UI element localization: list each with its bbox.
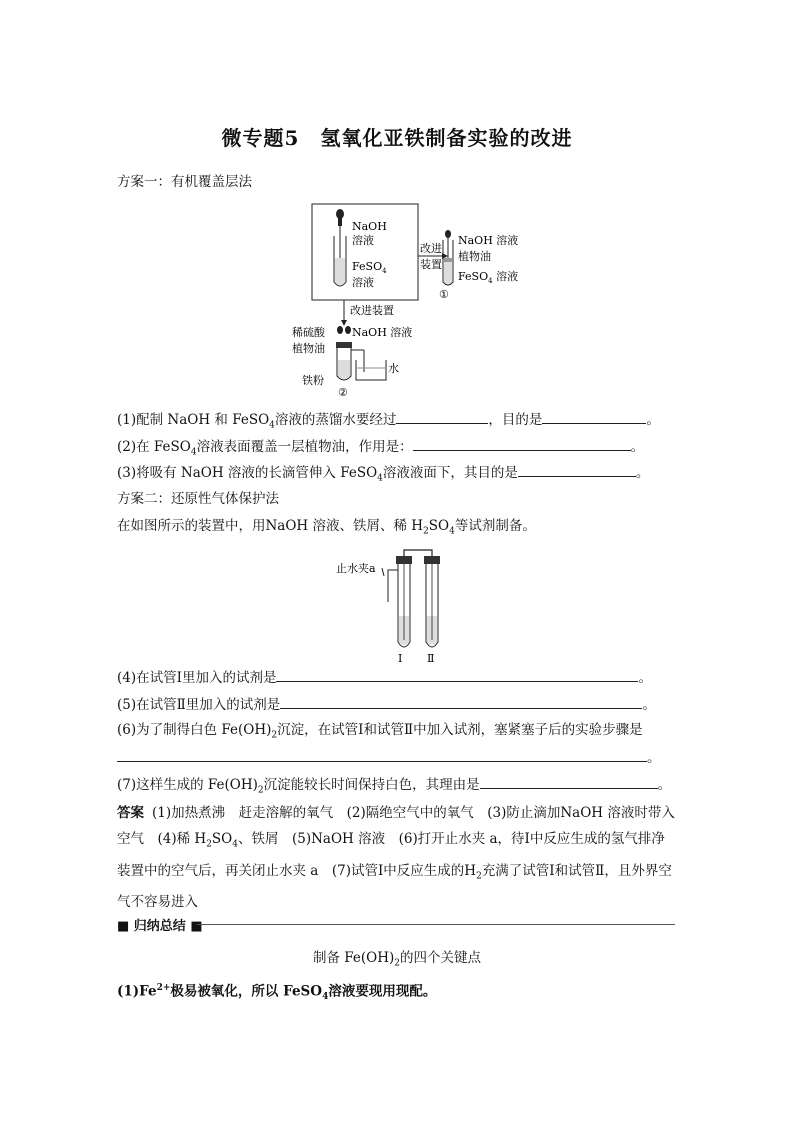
q7-sub: 2	[257, 785, 264, 796]
label-feso4-sub: 4	[382, 267, 387, 275]
intro-sub-2: 4	[449, 526, 455, 537]
intro-text-a: 在如图所示的装置中，用NaOH 溶液、铁屑、稀 H	[117, 518, 424, 534]
point1-sub: 4	[322, 992, 329, 1003]
intro-sub-1: 2	[423, 526, 429, 537]
two-tube-apparatus-icon	[382, 550, 440, 647]
question-6	[117, 720, 643, 746]
summary-subtitle	[0, 946, 794, 969]
q5-text: (5)在试管Ⅱ里加入的试剂是	[117, 697, 281, 713]
q6-blank[interactable]	[117, 747, 647, 762]
circle-1-label: ①	[439, 288, 449, 301]
scheme2-heading: 方案二：还原性气体保护法	[117, 491, 279, 507]
point1-text-b: 极易被氧化，所以 FeSO	[170, 983, 323, 1000]
q1-text-c: ，目的是	[488, 412, 543, 428]
circle-2-label: ②	[338, 386, 348, 399]
q3-sub: 4	[377, 473, 383, 484]
q1-sub: 4	[269, 420, 275, 431]
label-right-feso4-sub: 4	[488, 277, 493, 285]
arrow-down-head-icon	[341, 320, 347, 326]
label-naoh: NaOH	[352, 220, 387, 233]
q4-blank[interactable]	[276, 667, 638, 682]
summary-subtitle-sub: 2	[394, 958, 401, 969]
scheme1-heading: 方案一：有机覆盖层法	[117, 174, 252, 190]
q1-text-a: (1)配制 NaOH 和 FeSO	[117, 412, 270, 428]
scheme1-figure	[292, 200, 540, 400]
question-1	[117, 409, 660, 436]
q2-text-a: (2)在 FeSO	[117, 439, 191, 455]
q2-blank[interactable]	[413, 436, 631, 451]
q4-end: 。	[638, 670, 652, 686]
q3-end: 。	[635, 465, 650, 481]
question-3	[117, 462, 649, 489]
label-b-oil: 植物油	[292, 342, 325, 355]
question-6-line-2	[117, 747, 661, 768]
q7-text-b: 沉淀能较长时间保持白色，其理由是	[263, 777, 480, 793]
question-4	[117, 667, 652, 688]
label-b-naoh: NaOH 溶液	[352, 326, 413, 339]
label-feso4-text: FeSO	[352, 260, 383, 273]
intro-text-c: 等试剂制备。	[454, 518, 536, 534]
label-acid: 稀硫酸	[292, 326, 325, 339]
q6-text-a: (6)为了制得白色 Fe(OH)	[117, 722, 272, 738]
question-7	[117, 774, 671, 801]
answer-sub-1: 2	[206, 839, 212, 850]
answer-part-3: 、铁屑 (5)NaOH 溶液 (6)打开止水夹 a，待Ⅰ中反应生成的氢气排净装置中的空气后，再关闭止水夹 a (7)试管Ⅰ中反应生成的H	[117, 831, 665, 879]
dropper-icon	[336, 209, 344, 258]
down-arrow-label: 改进装置	[350, 304, 394, 317]
q1-blank-1[interactable]	[396, 409, 488, 424]
intro-text-b: SO	[428, 518, 450, 534]
tube-1-label: Ⅰ	[398, 652, 403, 665]
label-right-feso4	[458, 269, 518, 285]
label-iron: 铁粉	[302, 374, 324, 387]
q6-sub: 2	[271, 730, 278, 741]
q2-sub: 4	[190, 447, 197, 458]
label-naoh-solution: 溶液	[352, 234, 374, 247]
summary-subtitle-b: 的四个关键点	[400, 950, 482, 966]
label-feso4-solution: 溶液	[352, 276, 374, 289]
q6-text-b: 沉淀，在试管Ⅰ和试管Ⅱ中加入试剂，塞紧塞子后的实验步骤是	[277, 722, 643, 738]
tube-2-label: Ⅱ	[427, 652, 435, 665]
label-water: 水	[388, 362, 399, 375]
q7-end: 。	[657, 777, 672, 793]
summary-subtitle-a: 制备 Fe(OH)	[312, 950, 395, 966]
q7-blank[interactable]	[480, 774, 658, 789]
question-2	[117, 436, 644, 463]
q5-blank[interactable]	[280, 694, 642, 709]
page-title: 微专题5 氢氧化亚铁制备实验的改进	[221, 126, 573, 150]
point1-text-c: 溶液要现用现配。	[328, 983, 437, 1000]
answer-part-4: 充满了试管Ⅰ和试管Ⅱ，且外界空气不容易进入	[117, 862, 672, 911]
label-feso4	[352, 260, 387, 275]
label-right-oil: 植物油	[458, 250, 491, 263]
q6-end: 。	[647, 750, 661, 766]
label-right-feso4-sol: 溶液	[492, 270, 519, 283]
arrow-label-2: 装置	[420, 258, 442, 271]
answer-sub-2: 4	[232, 839, 238, 850]
q2-end: 。	[630, 439, 645, 455]
q4-text: (4)在试管Ⅰ里加入的试剂是	[117, 670, 277, 686]
q3-text-a: (3)将吸有 NaOH 溶液的长滴管伸入 FeSO	[117, 465, 378, 481]
question-5	[117, 694, 656, 715]
q5-end: 。	[642, 697, 656, 713]
q3-blank[interactable]	[518, 462, 636, 477]
q1-blank-2[interactable]	[542, 409, 646, 424]
answer-part-1: (1)加热煮沸 赶走溶解的氧气 (2)隔绝空气中的氧气 (3)防止滴加NaOH 溶液时带入空气 (4)稀 H	[117, 805, 675, 847]
scheme2-figure	[334, 546, 474, 664]
answer-label: 答案	[117, 805, 144, 821]
clamp-label: 止水夹a	[336, 562, 376, 575]
summary-divider	[117, 915, 677, 935]
q1-text-b: 溶液的蒸馏水要经过	[274, 412, 397, 428]
answer-sub-3: 2	[476, 871, 482, 882]
point1-text-a: (1)Fe	[117, 983, 157, 1000]
divider-rule	[197, 924, 675, 925]
summary-point-1	[117, 978, 436, 1007]
answer-part-2: SO	[211, 831, 233, 847]
q7-text-a: (7)这样生成的 Fe(OH)	[117, 777, 258, 793]
label-right-naoh: NaOH 溶液	[458, 234, 519, 247]
point1-sup: 2+	[156, 983, 171, 993]
answer-block	[117, 800, 677, 915]
scheme2-intro	[117, 516, 536, 542]
q3-text-b: 溶液液面下，其目的是	[382, 465, 518, 481]
label-right-feso4-text: FeSO	[458, 270, 489, 283]
arrow-label-1: 改进	[420, 242, 442, 255]
q2-text-b: 溶液表面覆盖一层植物油，作用是：	[196, 439, 413, 455]
summary-label: ■ 归纳总结 ■	[117, 915, 209, 934]
q1-end: 。	[646, 412, 660, 428]
